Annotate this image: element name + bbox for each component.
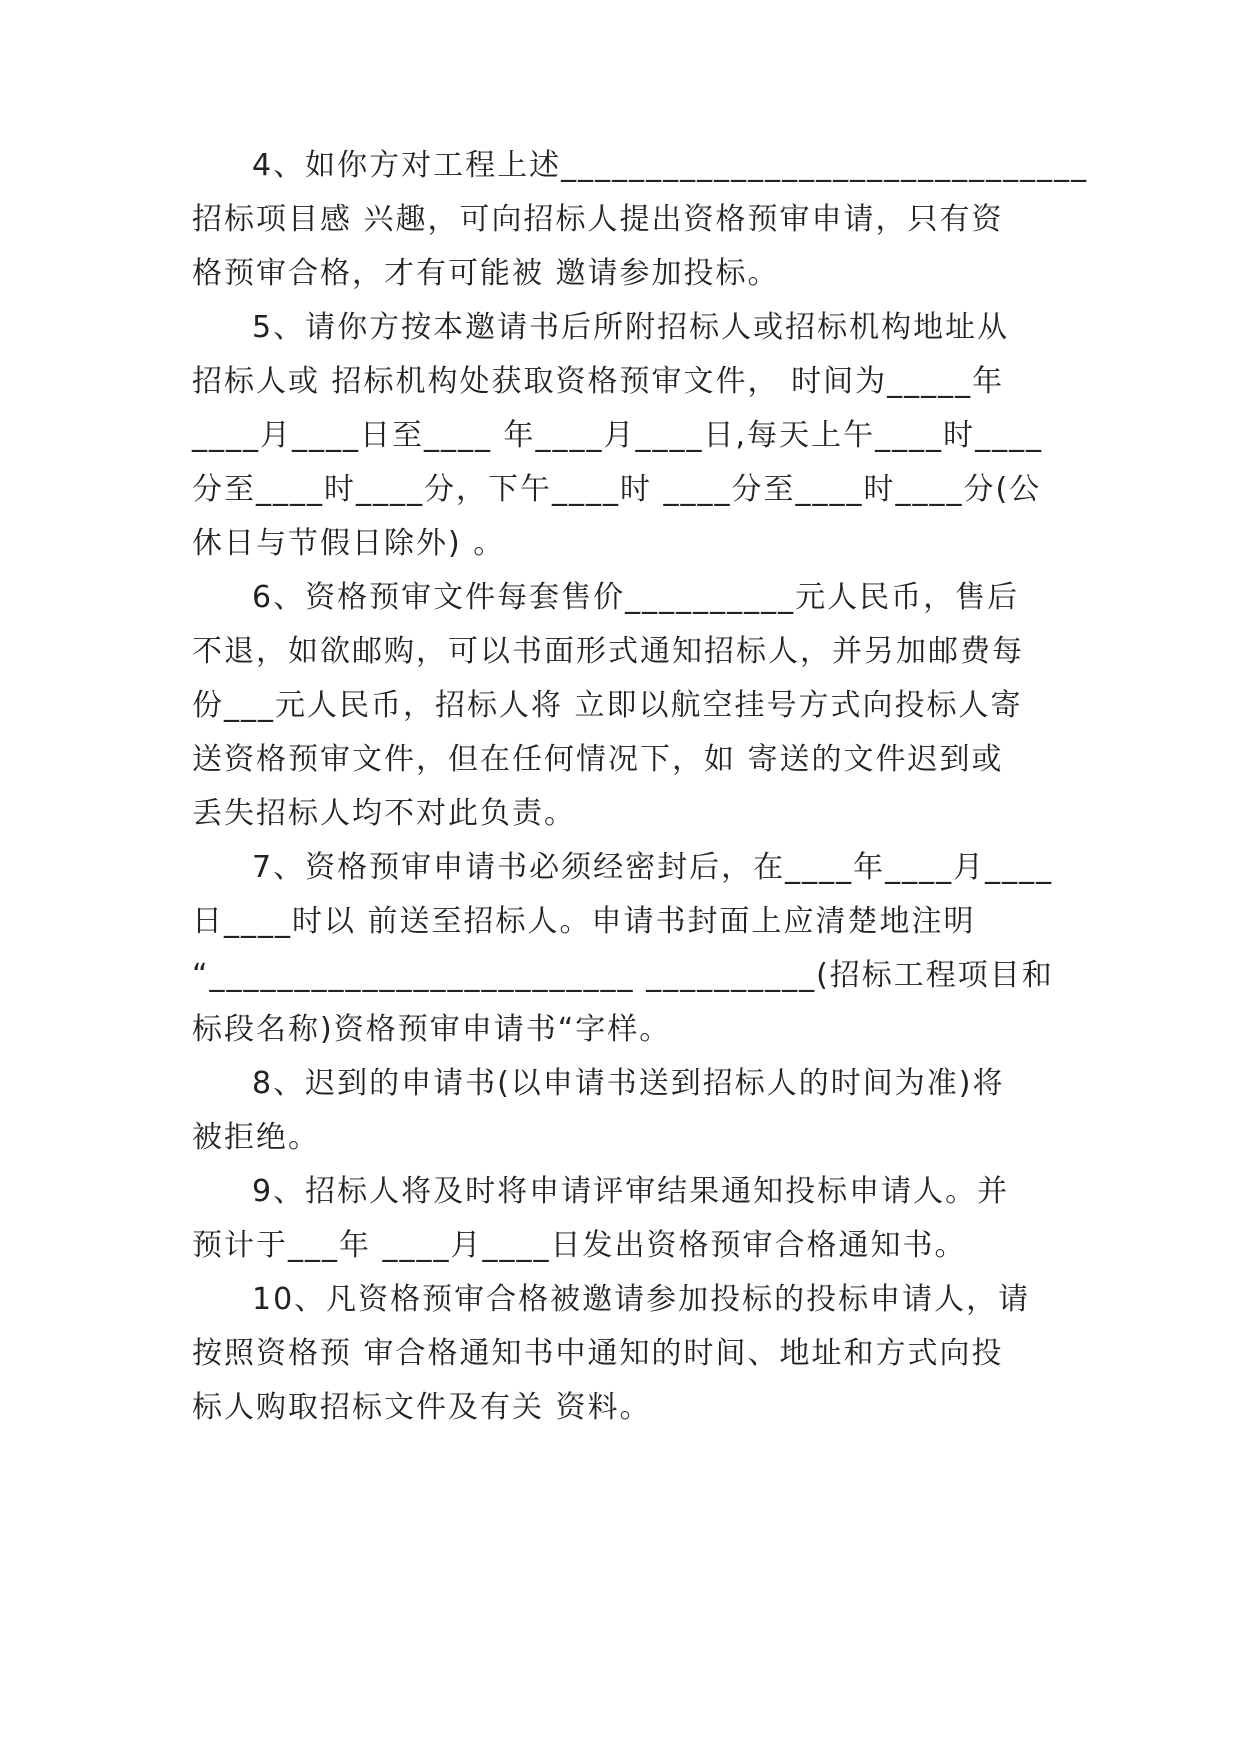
line-13: 丢失招标人均不对此负责。 (192, 796, 576, 831)
line-22: 10、凡资格预审合格被邀请参加投标的投标申请人，请 (252, 1282, 1031, 1317)
line-9: 6、资格预审文件每套售价__________元人民币，售后 (252, 580, 1020, 615)
line-20: 9、招标人将及时将申请评审结果通知投标申请人。并 (252, 1174, 1010, 1209)
line-19: 被拒绝。 (192, 1120, 320, 1155)
line-21: 预计于___年 ____月____日发出资格预审合格通知书。 (192, 1228, 967, 1263)
line-5: 招标人或 招标机构处获取资格预审文件， 时间为_____年 (192, 364, 1005, 399)
line-24: 标人购取招标文件及有关 资料。 (192, 1390, 652, 1425)
line-23: 按照资格预 审合格通知书中通知的时间、地址和方式向投 (192, 1336, 1004, 1371)
line-1: 4、如你方对工程上述_______________________________ (252, 148, 1089, 183)
line-18: 8、迟到的申请书(以申请书送到招标人的时间为准)将 (252, 1066, 1005, 1101)
line-8: 休日与节假日除外) 。 (192, 526, 506, 561)
line-7: 分至____时____分，下午____时 ____分至____时____分(公 (192, 472, 1042, 507)
line-16: “_________________________ __________(招标工程项目和 (192, 958, 1054, 993)
line-15: 日____时以 前送至招标人。申请书封面上应清楚地注明 (192, 904, 976, 939)
line-11: 份___元人民币，招标人将 立即以航空挂号方式向投标人寄 (192, 688, 1023, 723)
line-14: 7、资格预审申请书必须经密封后，在____年____月____ (252, 850, 1054, 885)
line-3: 格预审合格，才有可能被 邀请参加投标。 (192, 256, 780, 291)
line-6: ____月____日至____ 年____月____日,每天上午____时____ (192, 418, 1044, 453)
line-10: 不退，如欲邮购，可以书面形式通知招标人，并另加邮费每 (192, 634, 1024, 669)
line-17: 标段名称)资格预审申请书“字样。 (192, 1012, 672, 1047)
line-2: 招标项目感 兴趣，可向招标人提出资格预审申请，只有资 (192, 202, 1004, 237)
line-12: 送资格预审文件，但在任何情况下，如 寄送的文件迟到或 (192, 742, 1004, 777)
line-4: 5、请你方按本邀请书后所附招标人或招标机构地址从 (252, 310, 1010, 345)
